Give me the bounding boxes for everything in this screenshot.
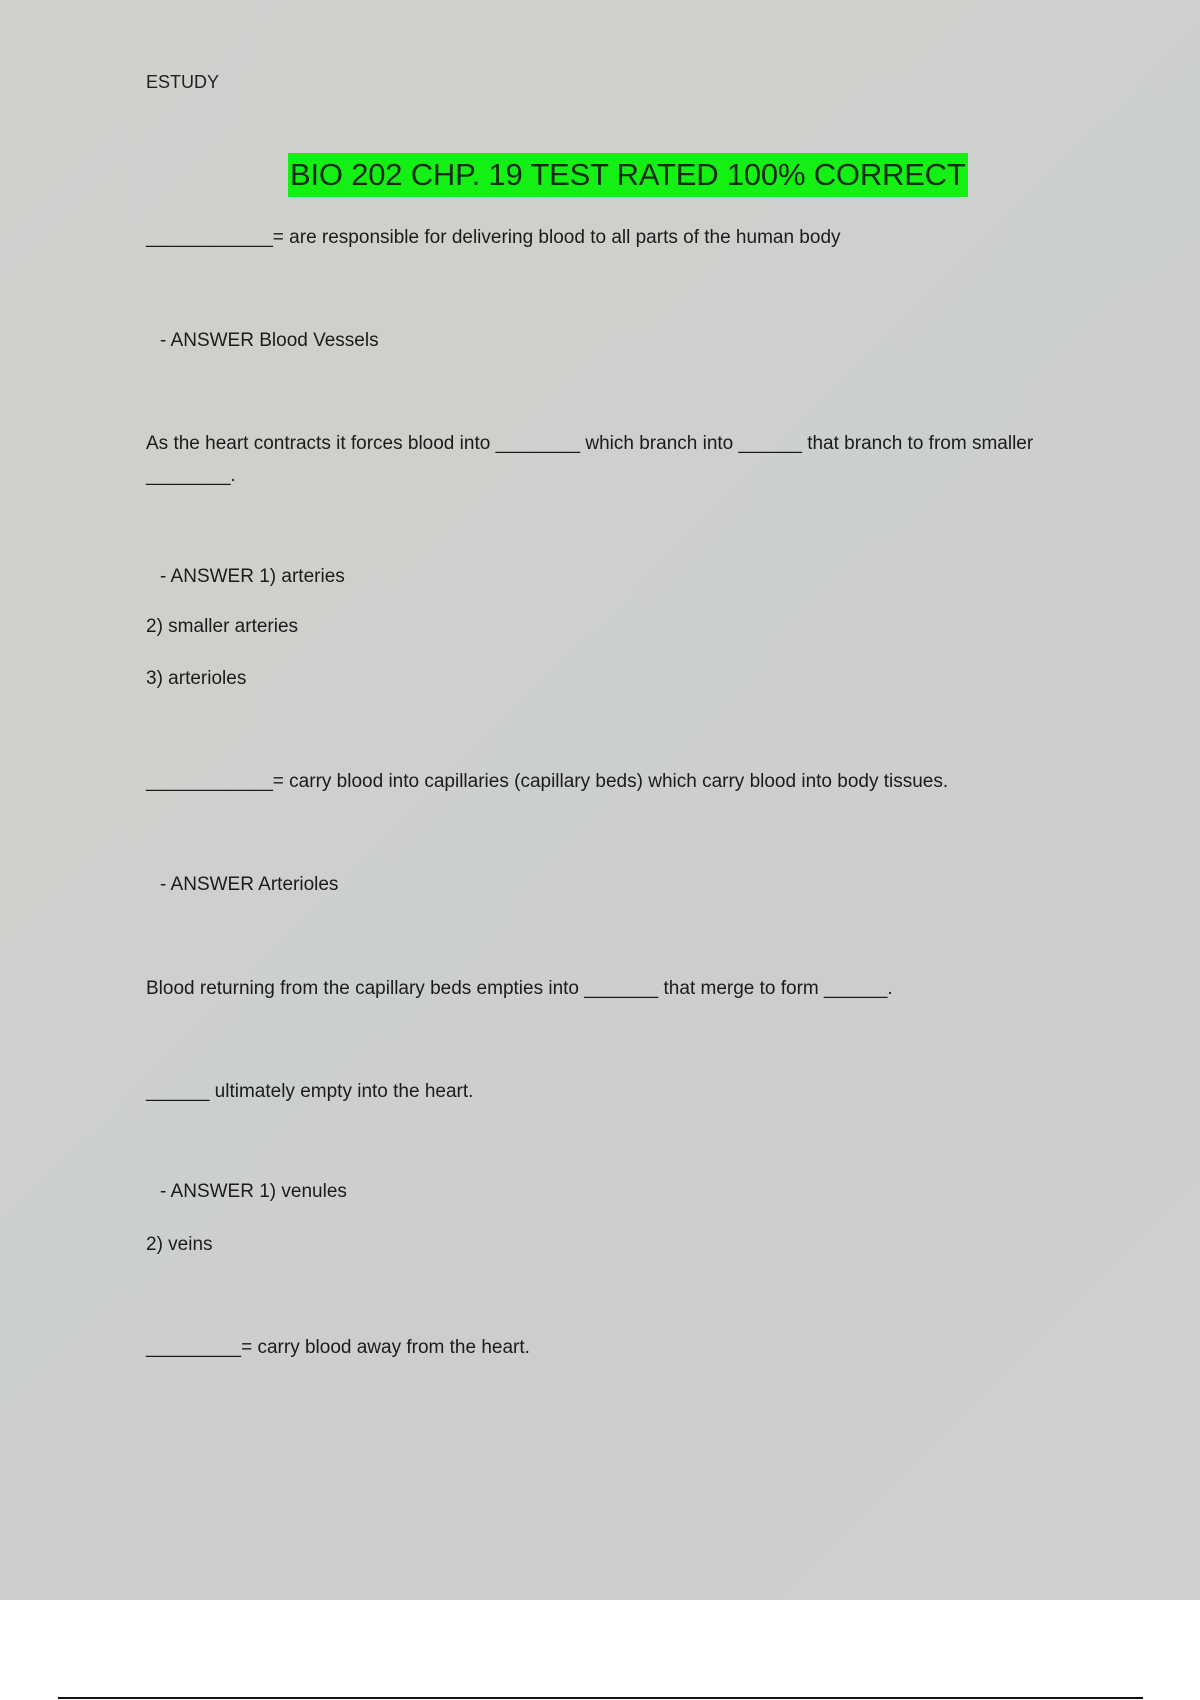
answer-2-line-3: 3) arterioles xyxy=(146,668,247,689)
document-header: ESTUDY xyxy=(146,72,220,92)
footer-divider xyxy=(58,1697,1143,1699)
question-1: ____________= are responsible for delivering blood to all parts of the human body xyxy=(146,227,841,248)
question-4-line-2: ______ ultimately empty into the heart. xyxy=(146,1081,474,1102)
document-title: BIO 202 CHP. 19 TEST RATED 100% CORRECT xyxy=(288,153,968,197)
answer-4-line-2: 2) veins xyxy=(146,1234,213,1255)
question-2-line-2: ________. xyxy=(146,465,236,486)
answer-3: - ANSWER Arterioles xyxy=(160,874,339,895)
answer-2-line-2: 2) smaller arteries xyxy=(146,616,299,637)
question-4-line-1: Blood returning from the capillary beds empties into _______ that merge to form ______. xyxy=(146,978,893,999)
question-2-line-1: As the heart contracts it forces blood into ________ which branch into ______ that branch to from smaller xyxy=(146,433,1034,454)
answer-4-line-1: - ANSWER 1) venules xyxy=(160,1181,347,1202)
answer-1: - ANSWER Blood Vessels xyxy=(160,330,379,351)
answer-2-line-1: - ANSWER 1) arteries xyxy=(160,566,345,587)
question-5: _________= carry blood away from the heart. xyxy=(146,1337,530,1358)
question-3: ____________= carry blood into capillaries (capillary beds) which carry blood into body tissues. xyxy=(146,771,949,792)
